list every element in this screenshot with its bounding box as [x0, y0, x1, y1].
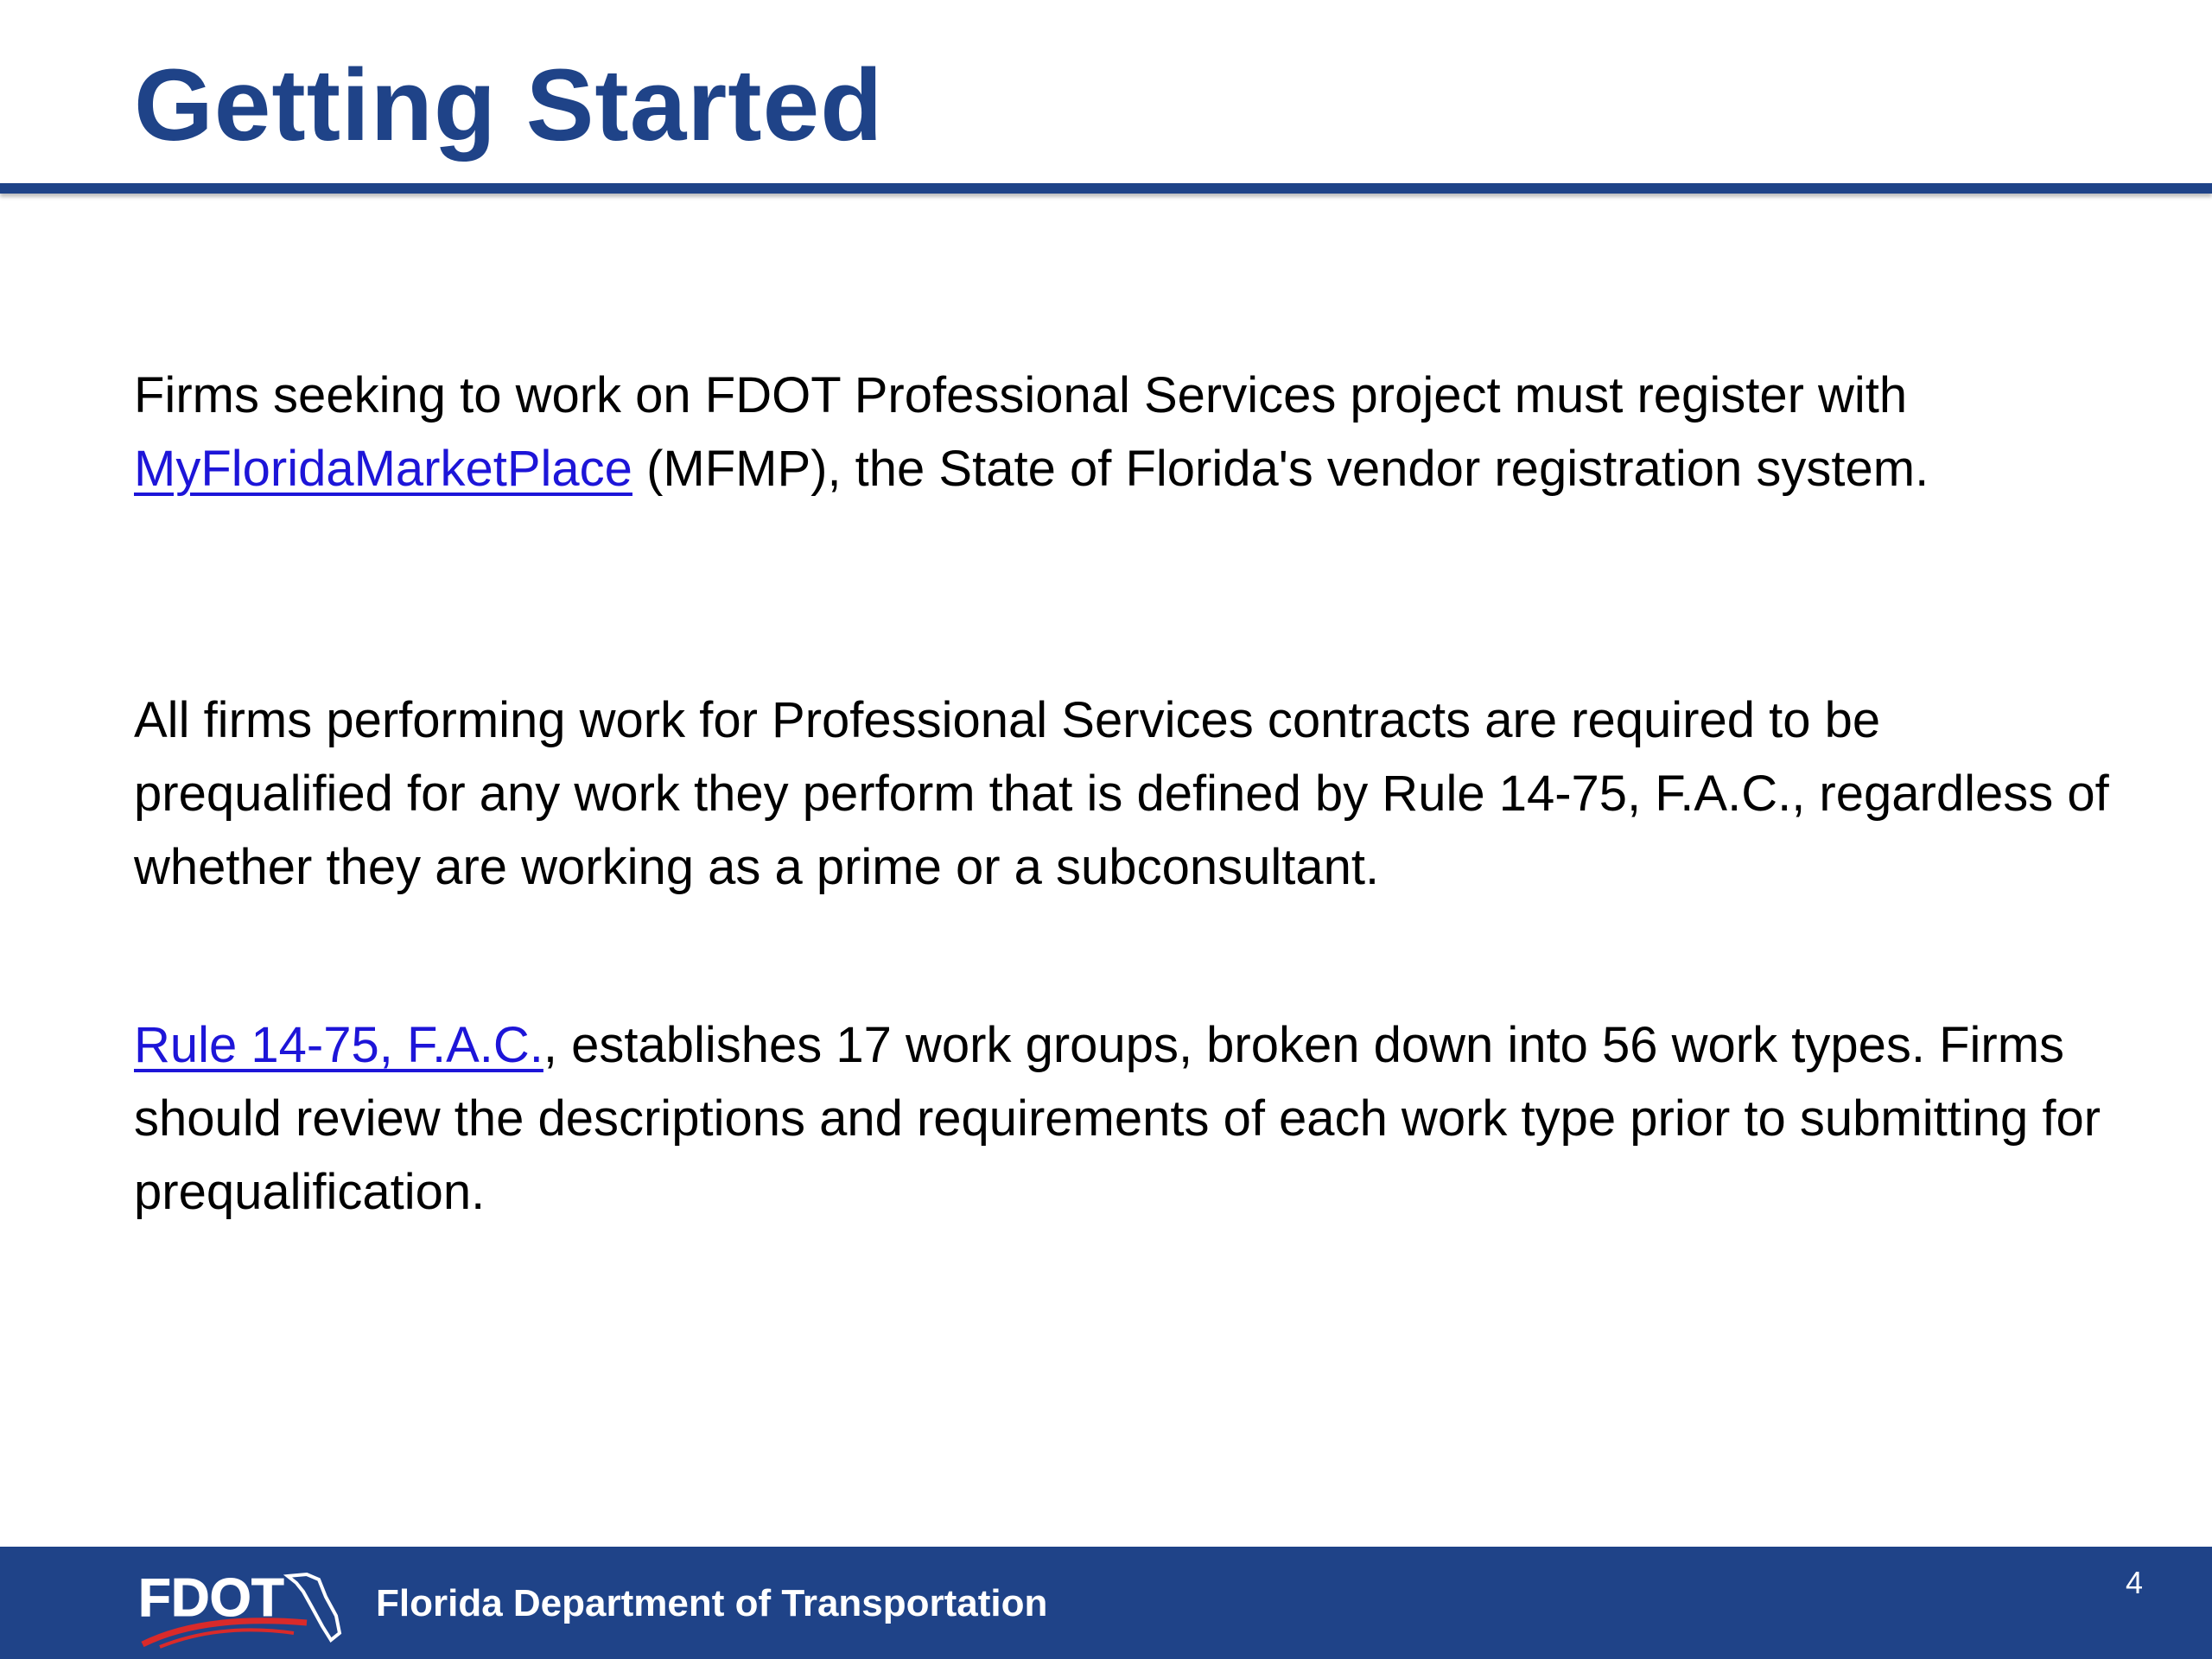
paragraph-mfmp-registration [134, 359, 2147, 505]
myfloridamarketplace-link[interactable]: MyFloridaMarketPlace [134, 441, 632, 497]
paragraph-prequalification: All firms performing work for Professional Services contracts are required to be prequalified for any work they perform that is defined by Rule 14-75, F.A.C., regardless of whether they are working as a prime or a subconsultant. [134, 692, 2109, 895]
paragraph-text: (MFMP), the State of Florida's vendor registration system. [632, 441, 1929, 497]
fdot-logo-icon [134, 1562, 359, 1649]
svg-text:FDOT: FDOT [138, 1568, 284, 1628]
paragraph-text: Firms seeking to work on FDOT Professional Services project must register with [134, 367, 1908, 423]
page-number: 4 [2125, 1565, 2143, 1600]
paragraph-text: , establishes 17 work groups, broken down into 56 work types. Firms should review the descriptions and requirements of each work type prior to submitting for prequalification. [134, 1017, 2101, 1220]
slide-title: Getting Started [134, 48, 884, 162]
footer-bar [0, 1547, 2212, 1659]
footer-organization-name: Florida Department of Transportation [376, 1582, 1048, 1624]
title-divider [0, 183, 2212, 194]
rule-14-75-link[interactable]: Rule 14-75, F.A.C. [134, 1017, 543, 1073]
paragraph-work-groups [134, 1008, 2147, 1229]
